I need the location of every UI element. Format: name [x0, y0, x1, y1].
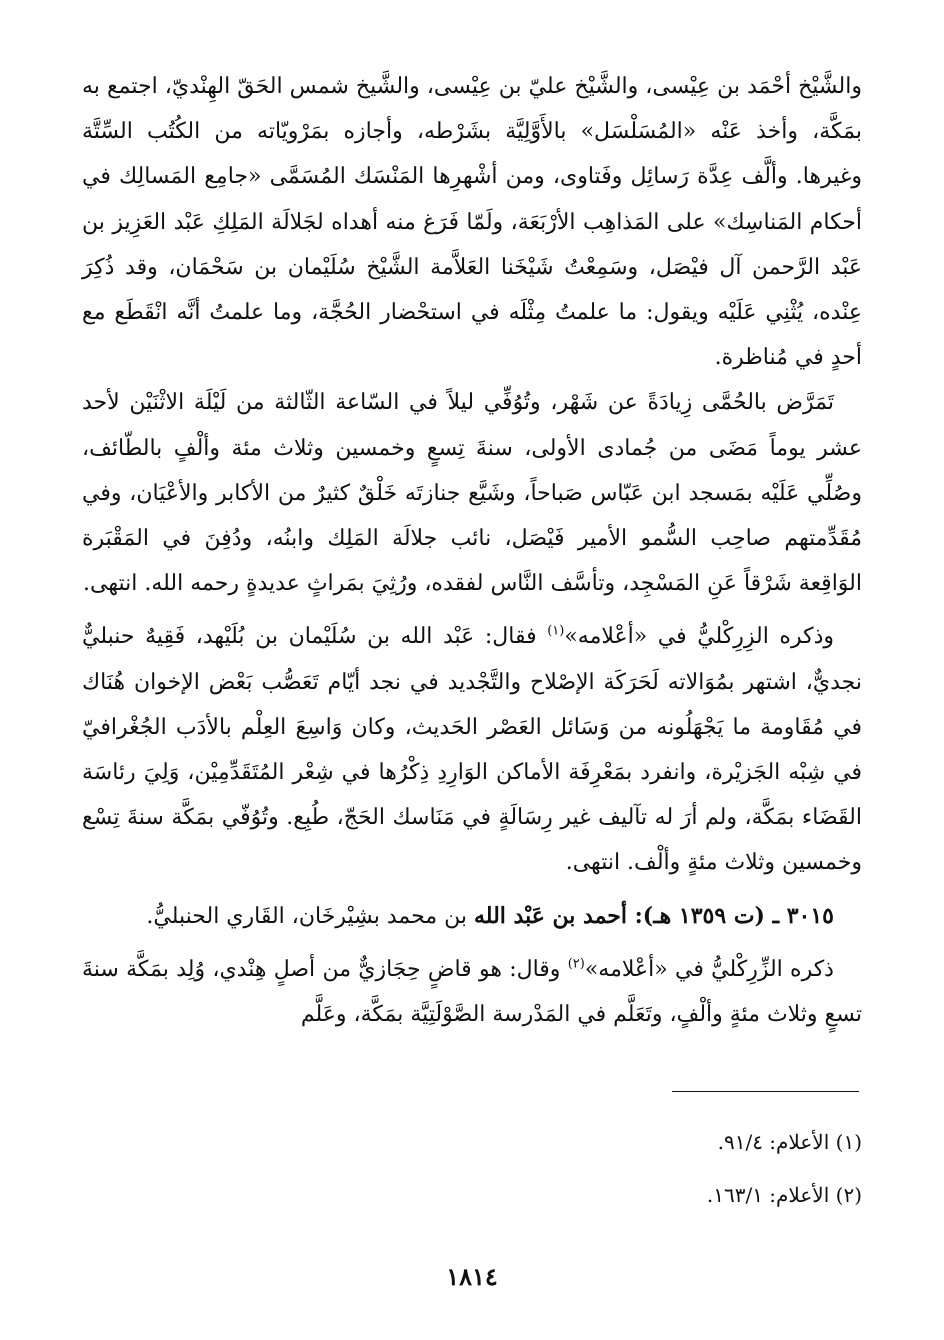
entry-heading: ٣٠١٥ ـ (ت ١٣٥٩ هـ): أحمد بن عَبْد الله [473, 902, 834, 929]
entry-rest: بن محمد بشِيْرخَان، القَاري الحنبليُّ. [146, 903, 474, 929]
paragraph-3 [82, 614, 862, 885]
footnote-divider [672, 1091, 859, 1092]
paragraph-5 [82, 947, 862, 1037]
footnote-1 [82, 1128, 862, 1156]
paragraph-1: والشَّيْخ أحْمَد بن عِيْسى، والشَّيْخ عليّ بن عِيْسى، والشَّيخ شمس الحَقّ الهِنْديّ، اجتمع به بمَكَّة، وأخذ عَنْه «المُسَلْسَل» بالأَوَّلِيَّة بشَرْطه، وأجازه بمَرْويّاته من الكُتُب السِّتَّة وغيرها. وألَّف عِدَّة رَسائِل وفَتاوى، ومن أشْهرِها المَنْسَك المُسَمَّى «جامِع المَسالِك في أحكام المَناسِك» على المَذاهِب الأرْبَعَة، ولَمّا فَرَغ منه أهداه لجَلالَة المَلِكِ عَبْد العَزِيز بن عَبْد الرَّحمن آل فيْصَل، وسَمِعْتُ شَيْخَنا العَلاَّمة الشَّيْخ سُلَيْمان بن سَحْمَان، وقد ذُكِرَ عِنْده، يُثْنِي عَلَيْه ويقول: ما علمتُ مِثْلَه في استحْضار الحُجَّة، وما علمتُ أنَّه انْقَطَع مع أحدٍ في مُناظرة. [82, 74, 862, 371]
footnote-2-text: الأعلام: ١٦٣/١. [706, 1183, 836, 1207]
paragraph-5-body: وقال: هو قاضٍ حِجَازيٌّ من أصلٍ هِنْدي، وُلِد بمَكَّة سنةَ تسعٍ وثلاث مئةٍ وألْفٍ، وتَعَلَّم في المَدْرسة الصَّوْلَتِيَّة بمَكَّة، وعَلَّم [82, 956, 862, 1028]
footnote-2 [82, 1181, 862, 1209]
footnote-ref-1: (١) [547, 624, 565, 640]
paragraph-3-lead: وذكره الزِرِكْليُّ في «أعْلامه» [564, 624, 834, 650]
body-text [82, 64, 862, 1037]
paragraph-2: تَمَرَّض بالحُمَّى زِيادَةً عن شَهْر، وتُوُفِّي ليلاً في السّاعة الثّالثة من لَيْلَة الاثْنَيْن لأحد عشر يوماً مَضَى من جُمادى الأولى، سنةَ تِسعٍ وخمسين وثلاث مئة وألْفٍ بالطّائف، وصُلِّي عَلَيْه بمَسجد ابن عَبّاس صَباحاً، وشَيَّع جنازتَه خَلْقٌ كثيرٌ من الأكابر والأعْيَان، وفي مُقَدِّمتهم صاحِب السُّمو الأمير فَيْصَل، نائب جلالَة المَلِك وابنُه، ودُفِنَ في المَقْبَرة الوَاقِعة شَرْقاً عَنِ المَسْجِد، وتأسَّف النَّاس لفقده، ورُثِيَ بمَراثٍ عديدةٍ رحمه الله. انتهى. [82, 390, 862, 597]
footnote-1-text: الأعلام: ٩١/٤. [717, 1130, 836, 1154]
entry-3015 [82, 894, 862, 939]
paragraph-3-body: فقال: عَبْد الله بن سُلَيْمان بن بُلَيْهد، فَقِيهٌ حنبليٌّ نجديٌّ، اشتهر بمُوَالاته لَحَرَكَة الإصْلاح والتَّجْديد في نجد أيّام تَعَصُّب بَعْض الإخوان هُنَاك في مُقَاومة ما يَجْهَلُونه من وَسَائل العَصْر الحَديث، وكان وَاسِعَ العِلْم بالأدَب الجُغْرافيّ في شِبْه الجَزيْرة، وانفرد بمَعْرِفَة الأماكن الوَارِدِ ذِكْرُها في شِعْر المُتَقَدِّمِيْن، وَلِيَ رئاسَة القَضَاء بمَكَّة، ولم أرَ له تآليف غير رِسَالَةٍ في مَنَاسك الحَجّ، طُبِع. وتُوُفّي بمَكَّة سنةَ تِسْع وخمسين وثلاث مئةٍ وألْف. انتهى. [82, 624, 862, 876]
footnote-1-marker: (١) [835, 1130, 862, 1154]
page-number: ١٨١٤ [446, 1262, 498, 1291]
footnote-ref-2: (٢) [567, 956, 585, 972]
paragraph-5-lead: ذكره الزِّرِكْليُّ في «أعْلامه» [584, 956, 834, 982]
footnote-2-marker: (٢) [835, 1183, 862, 1207]
footnotes [82, 1128, 862, 1234]
